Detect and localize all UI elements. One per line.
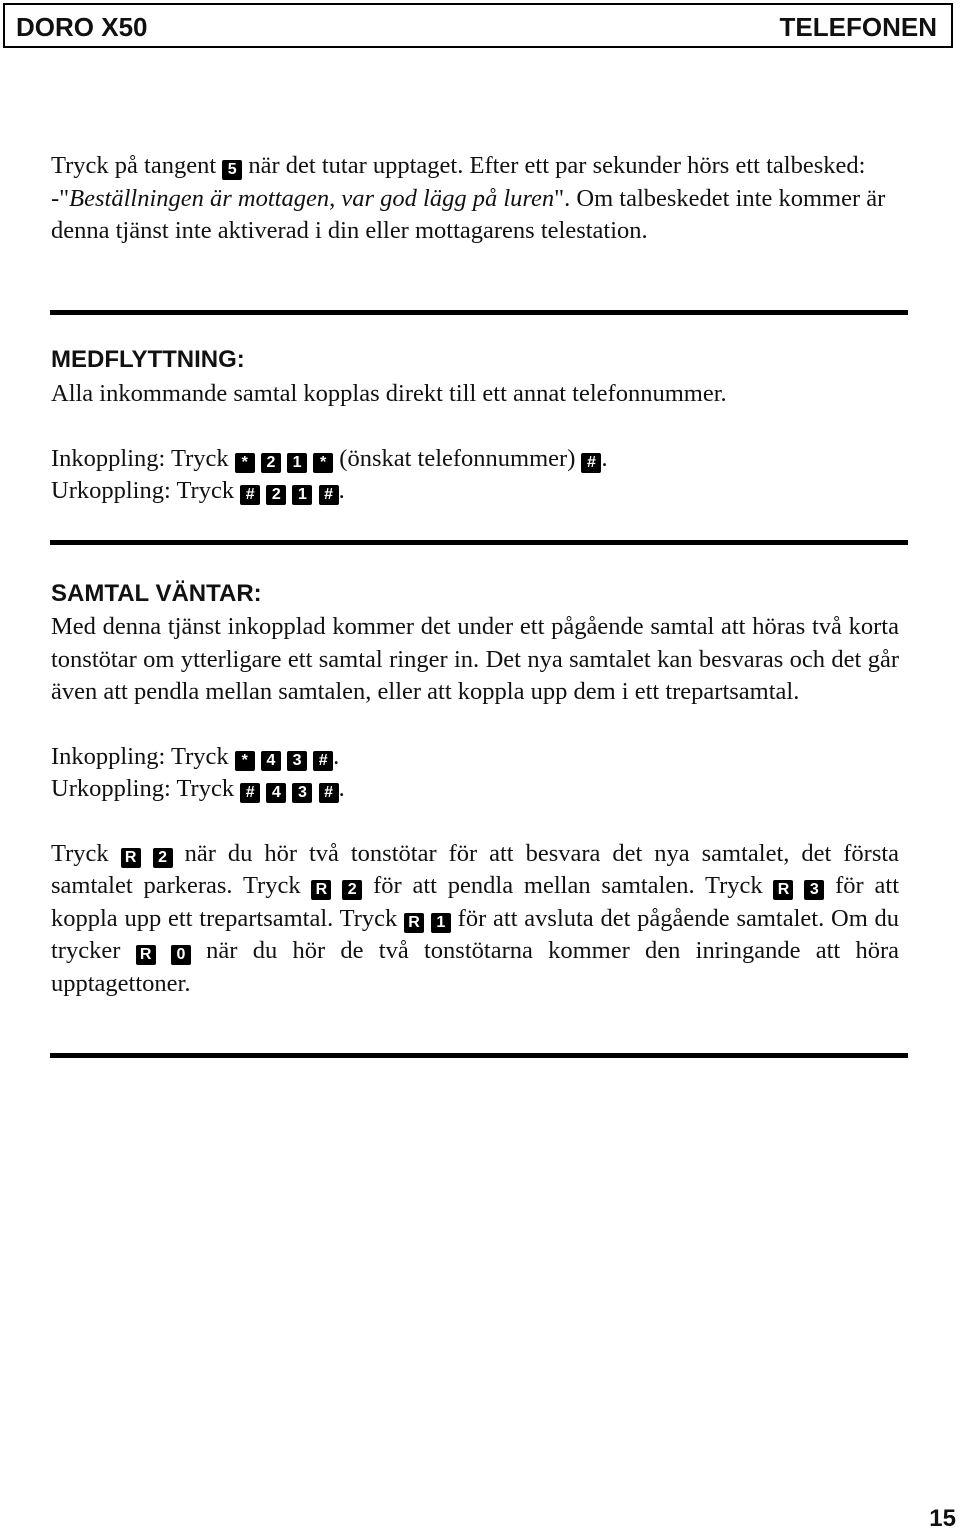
key-3-icon: 3: [292, 783, 312, 803]
key-r-icon: R: [404, 913, 424, 933]
instruction-text: för att avsluta det pågående samtalet. Om du trycker: [51, 904, 900, 964]
key-hash-icon: #: [581, 453, 601, 473]
samtal-vantar-heading: SAMTAL VÄNTAR:: [51, 580, 262, 607]
page-header: [3, 3, 953, 48]
intro-paragraph: [51, 150, 899, 248]
section-divider: [50, 540, 908, 545]
key-4-icon: 4: [261, 751, 281, 771]
key-r-icon: R: [136, 945, 156, 965]
quoted-message: Beställningen är mottagen, var god lägg på luren: [69, 184, 555, 212]
instruction-text: när du hör två tonstötar för att besvara det nya samtalet, det första samtalet parkeras. Tryck: [51, 839, 900, 899]
medflyttning-description: Alla inkommande samtal kopplas direkt till ett annat telefonnummer.: [51, 380, 727, 407]
key-hash-icon: #: [240, 485, 260, 505]
instruction-text: för att pendla mellan samtalen. Tryck: [373, 872, 763, 899]
samtal-vantar-inkoppling: [51, 741, 899, 774]
key-star-icon: *: [313, 453, 333, 473]
key-hash-icon: #: [319, 485, 339, 505]
medflyttning-inkoppling: [51, 443, 899, 476]
inkoppling-label: Inkoppling: Tryck: [51, 742, 229, 770]
inkoppling-label: Inkoppling: Tryck: [51, 444, 229, 472]
urkoppling-label: Urkoppling: Tryck: [51, 477, 235, 504]
r-key-instructions: [51, 838, 899, 1001]
key-r-icon: R: [311, 880, 331, 900]
key-2-icon: 2: [266, 485, 286, 505]
key-4-icon: 4: [266, 783, 286, 803]
key-1-icon: 1: [287, 453, 307, 473]
instruction-text: Tryck: [51, 839, 109, 867]
samtal-vantar-urkoppling: [51, 773, 899, 806]
key-hash-icon: #: [319, 783, 339, 803]
intro-text-2: när det tutar upptaget. Efter ett par sekunder hörs ett talbesked:: [248, 152, 866, 179]
period: .: [338, 477, 345, 504]
instruction-text: för att koppla upp ett trepartsamtal. Tryck: [51, 872, 900, 932]
medflyttning-urkoppling: [51, 475, 899, 508]
header-section-title: TELEFONEN: [779, 12, 937, 42]
key-2-icon: 2: [153, 848, 173, 868]
inkoppling-note: (önskat telefonnummer): [339, 444, 576, 472]
key-r-icon: R: [773, 880, 793, 900]
urkoppling-label: Urkoppling: Tryck: [51, 775, 235, 802]
key-hash-icon: #: [240, 783, 260, 803]
section-divider: [50, 1053, 908, 1058]
key-r-icon: R: [121, 848, 141, 868]
key-star-icon: *: [235, 751, 255, 771]
key-0-icon: 0: [171, 945, 191, 965]
period: .: [601, 444, 608, 472]
section-divider: [50, 310, 908, 315]
key-1-icon: 1: [431, 913, 451, 933]
page-number: 15: [929, 1505, 956, 1532]
key-hash-icon: #: [313, 751, 333, 771]
key-3-icon: 3: [287, 751, 307, 771]
intro-text-1: Tryck på tangent: [51, 152, 217, 179]
quote-prefix: -": [51, 184, 70, 212]
key-2-icon: 2: [342, 880, 362, 900]
period: .: [333, 742, 340, 770]
period: .: [338, 775, 345, 802]
samtal-vantar-description: Med denna tjänst inkopplad kommer det under ett pågående samtal att höras två korta tonstötar om ytterligare ett samtal ringer in. Det nya samtalet kan besvaras och det går även att pendla mellan samtalen, eller att koppla upp dem i ett trepartsamtal.: [51, 613, 899, 705]
instruction-text: när du hör de två tonstötarna kommer den inringande att höra upptagettoner.: [51, 937, 899, 997]
key-5-icon: 5: [222, 160, 242, 180]
key-1-icon: 1: [292, 485, 312, 505]
samtal-vantar-section: [51, 611, 899, 1000]
intro-text-3: ". Om talbeskedet inte kommer är denna tjänst inte aktiverad i din eller mottagarens telestation.: [51, 184, 886, 244]
medflyttning-section: [51, 378, 899, 508]
header-product-name: DORO X50: [16, 12, 148, 42]
key-star-icon: *: [235, 453, 255, 473]
key-2-icon: 2: [261, 453, 281, 473]
key-3-icon: 3: [804, 880, 824, 900]
medflyttning-heading: MEDFLYTTNING:: [51, 346, 245, 373]
